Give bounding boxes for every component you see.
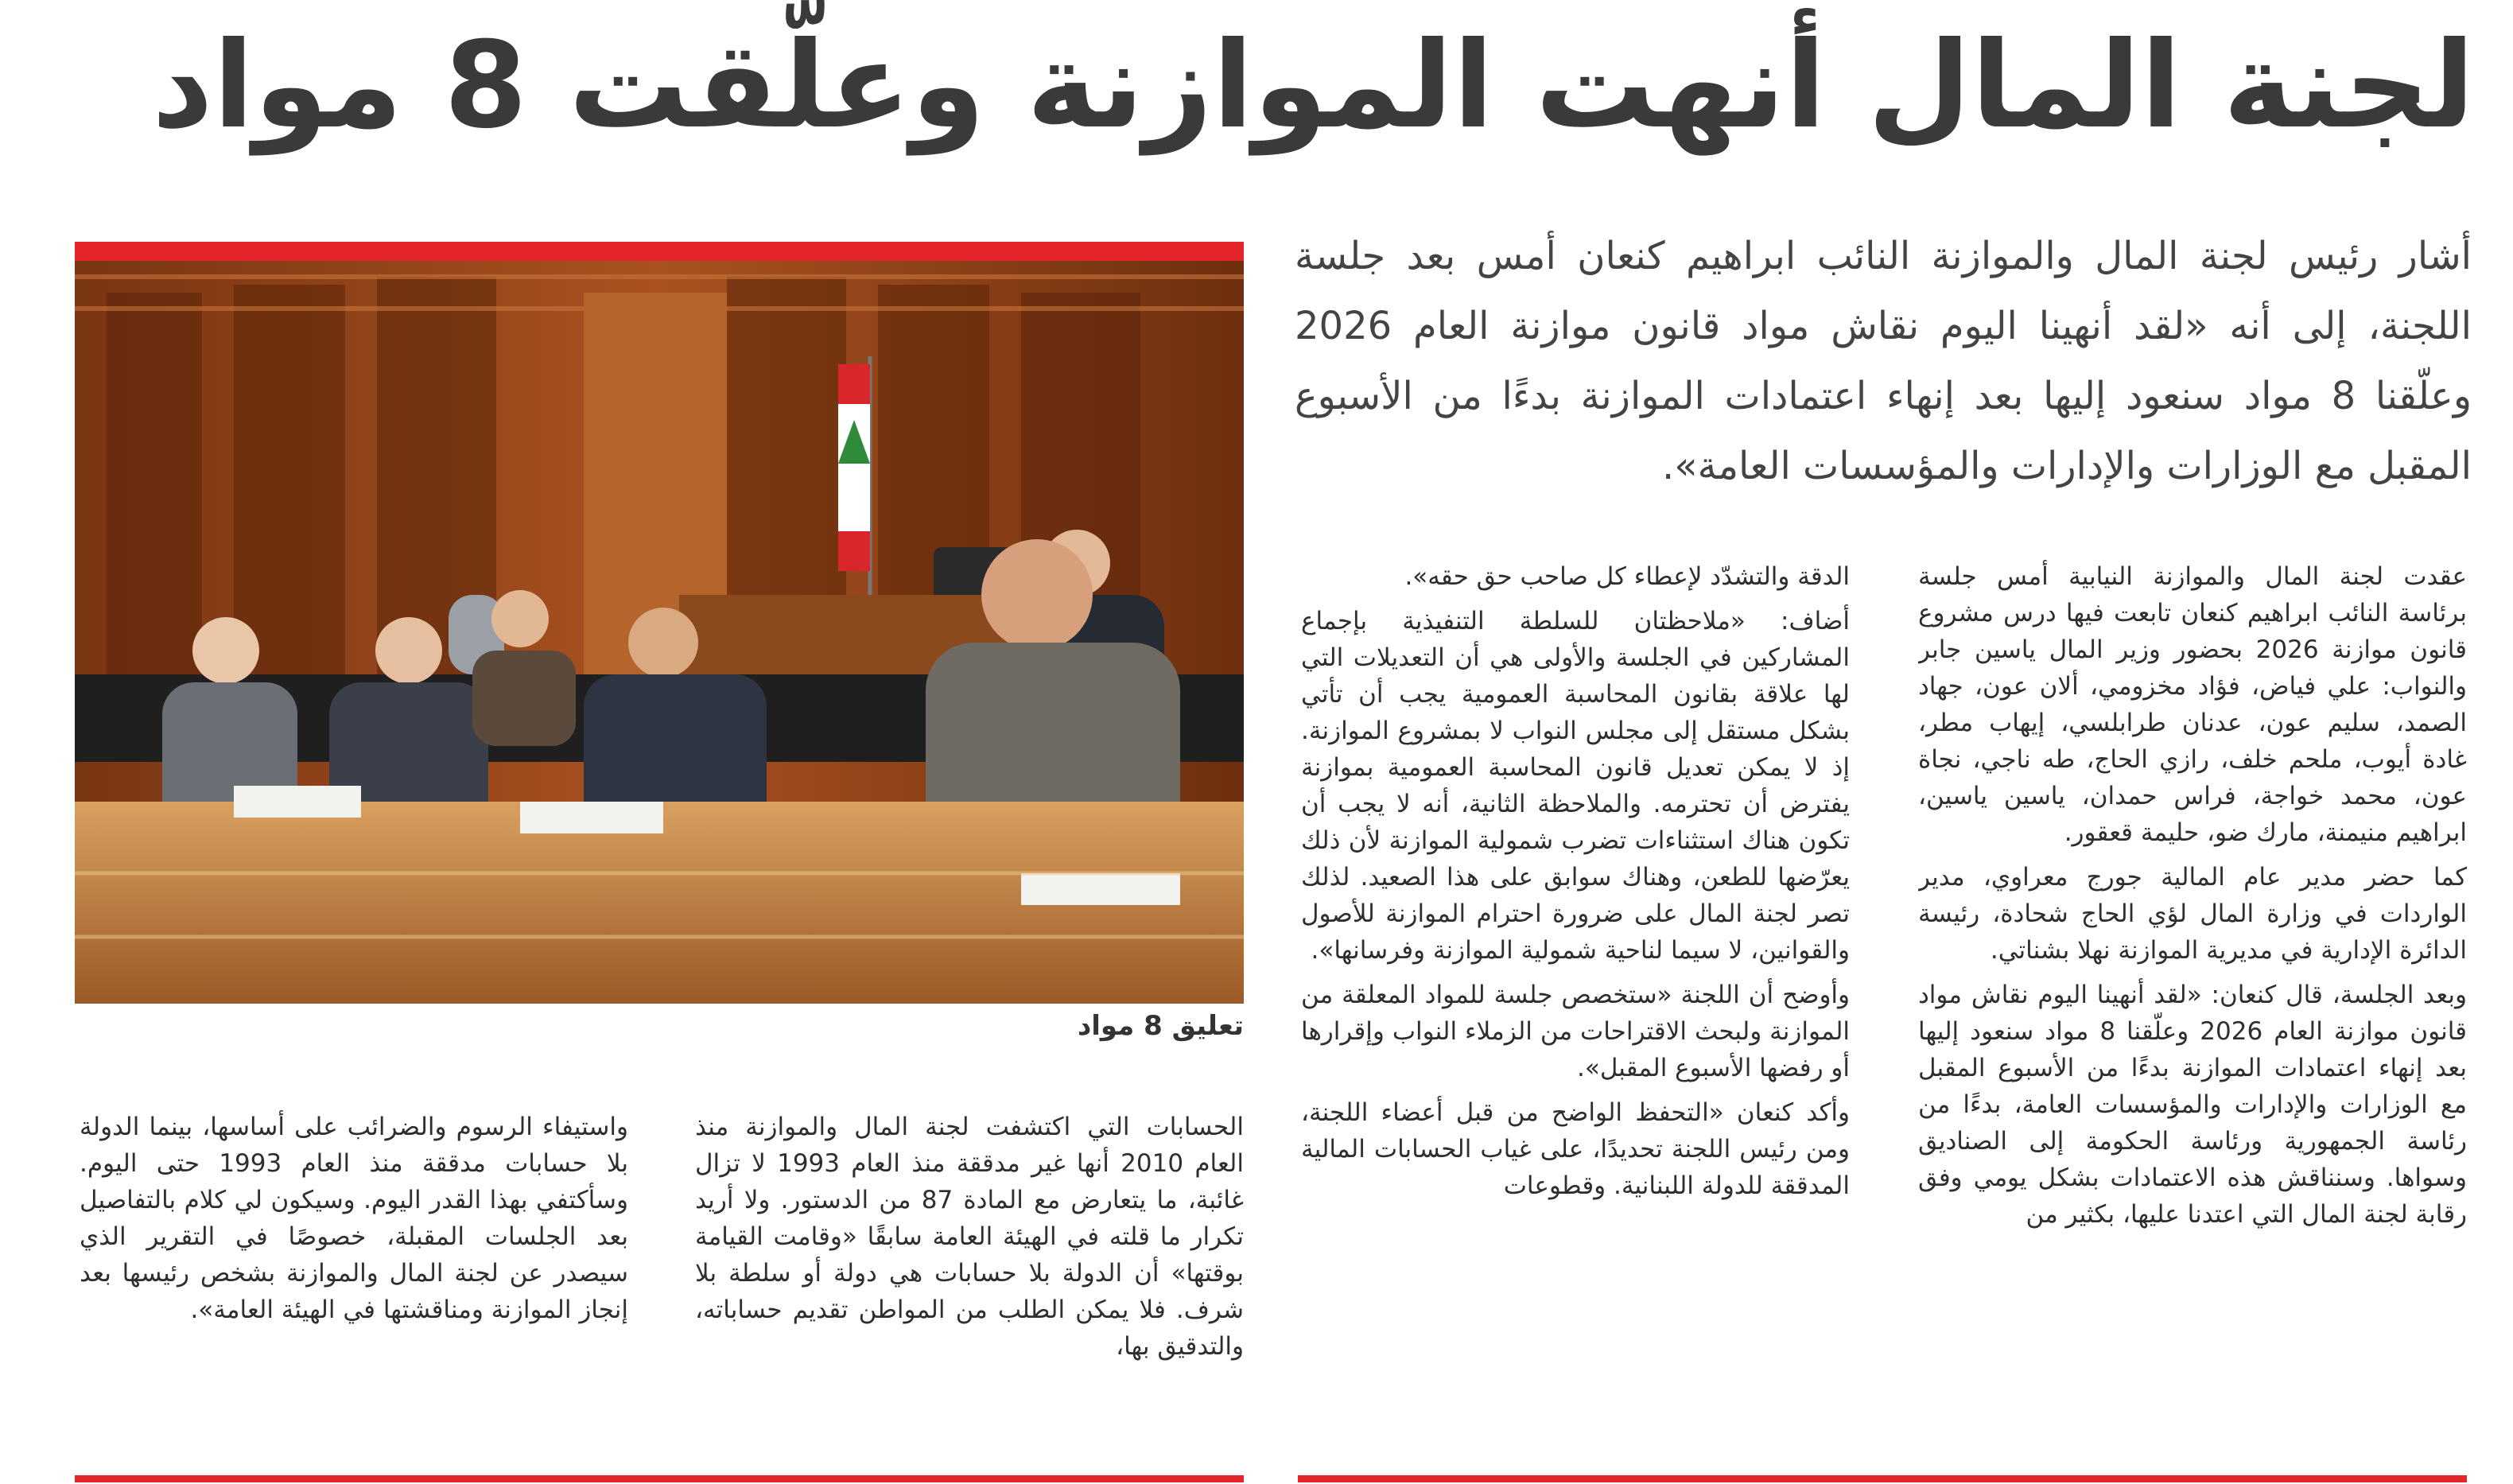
paragraph: كما حضر مدير عام المالية جورج معراوي، مدير الواردات في وزارة المال لؤي الحاج شحادة، رئيسة الدائرة الإدارية في مديرية الموازنة نهلا بشناتي. — [1918, 863, 2467, 965]
bottom-accent-bar-left — [75, 1475, 1244, 1482]
article-column-1 — [1918, 558, 2467, 1417]
photo-caption: تعليق 8 مواد — [1077, 1010, 1244, 1042]
paragraph: وأوضح أن اللجنة «ستخصص جلسة للمواد المعلقة من الموازنة ولبحث الاقتراحات من الزملاء النواب وإقرارها أو رفضها الأسبوع المقبل». — [1301, 981, 1850, 1082]
article-column-2 — [1301, 558, 1850, 1417]
committee-photo — [75, 261, 1244, 1004]
paragraph: واستيفاء الرسوم والضرائب على أساسها، بينما الدولة بلا حسابات مدققة منذ العام 1993 حتى اليوم. وسأكتفي بهذا القدر اليوم. وسيكون لي كلام بالتفاصيل بعد الجلسات المقبلة، خصوصًا في التقرير الذي سيصدر عن لجنة المال والموازنة بشخص رئيسها بعد إنجاز الموازنة ومناقشتها في الهيئة العامة». — [80, 1113, 628, 1324]
lead-paragraph: أشار رئيس لجنة المال والموازنة النائب ابراهيم كنعان أمس بعد جلسة اللجنة، إلى أنه «لقد أنهينا اليوم نقاش مواد قانون موازنة العام 2026 وعلّقنا 8 مواد سنعود إليها بعد إنهاء اعتمادات الموازنة بدءًا من الأسبوع المقبل مع الوزارات والإدارات والمؤسسات العامة». — [1295, 234, 2472, 488]
paragraph: الحسابات التي اكتشفت لجنة المال والموازنة منذ العام 2010 أنها غير مدققة منذ العام 1993 لا تزال غائبة، ما يتعارض مع المادة 87 من الدستور. ولا أريد تكرار ما قلته في الهيئة العامة سابقًا «وقامت القيامة بوقتها» أن الدولة بلا حسابات هي دولة أو سلطة بلا شرف. فلا يمكن الطلب من المواطن تقديم حساباته، والتدقيق بها، — [695, 1113, 1244, 1361]
article-column-4 — [80, 1109, 628, 1419]
headline: لجنة المال أنهت الموازنة وعلّقت 8 مواد — [151, 17, 2475, 155]
paragraph: أضاف: «ملاحظتان للسلطة التنفيذية بإجماع المشاركين في الجلسة والأولى هي أن التعديلات التي لها علاقة بقانون المحاسبة العمومية يجب أن تأتي بشكل مستقل إلى مجلس النواب لا بمشروع الموازنة. إذ لا يمكن تعديل قانون المحاسبة العمومية بموازنة يفترض أن تحترمه. والملاحظة الثانية، أنه لا يجب أن تكون هناك استثناءات تضرب شمولية الموازنة لأن ذلك يعرّضها للطعن، وهناك سوابق على هذا الصعيد. لذلك تصر لجنة المال على ضرورة احترام الموازنة للأصول والقوانين، لا سيما لناحية شمولية الموازنة وفرسانها». — [1301, 607, 1850, 965]
paragraph: عقدت لجنة المال والموازنة النيابية أمس جلسة برئاسة النائب ابراهيم كنعان تابعت فيها درس مشروع قانون موازنة 2026 بحضور وزير المال ياسين جابر والنواب: علي فياض، فؤاد مخزومي، ألان عون، جهاد الصمد، سليم عون، عدنان طرابلسي، إيهاب مطر، غادة أيوب، ملحم خلف، رازي الحاج، طه ناجي، نجاة عون، محمد خواجة، فراس حمدان، ياسين ياسين، ابراهيم منيمنة، مارك ضو، حليمة قعقور. — [1918, 562, 2467, 847]
paragraph: وبعد الجلسة، قال كنعان: «لقد أنهينا اليوم نقاش مواد قانون موازنة العام 2026 وعلّقنا 8 مواد سنعود إليها بعد إنهاء اعتمادات الموازنة بدءًا من الأسبوع المقبل مع الوزارات والإدارات والمؤسسات العامة، بدءًا من رئاسة الجمهورية ورئاسة الحكومة إلى الصناديق وسواها. وسنناقش هذه الاعتمادات بشكل يومي وفق رقابة لجنة المال التي اعتدنا عليها، بكثير من — [1918, 981, 2467, 1229]
paragraph: الدقة والتشدّد لإعطاء كل صاحب حق حقه». — [1404, 562, 1850, 591]
bottom-accent-bar-right — [1298, 1475, 2467, 1482]
article-column-3 — [695, 1109, 1244, 1419]
photo-accent-bar — [75, 242, 1244, 261]
paragraph: وأكد كنعان «التحفظ الواضح من قبل أعضاء اللجنة، ومن رئيس اللجنة تحديدًا، على غياب الحسابات المالية المدققة للدولة اللبنانية. وقطوعات — [1301, 1098, 1850, 1200]
